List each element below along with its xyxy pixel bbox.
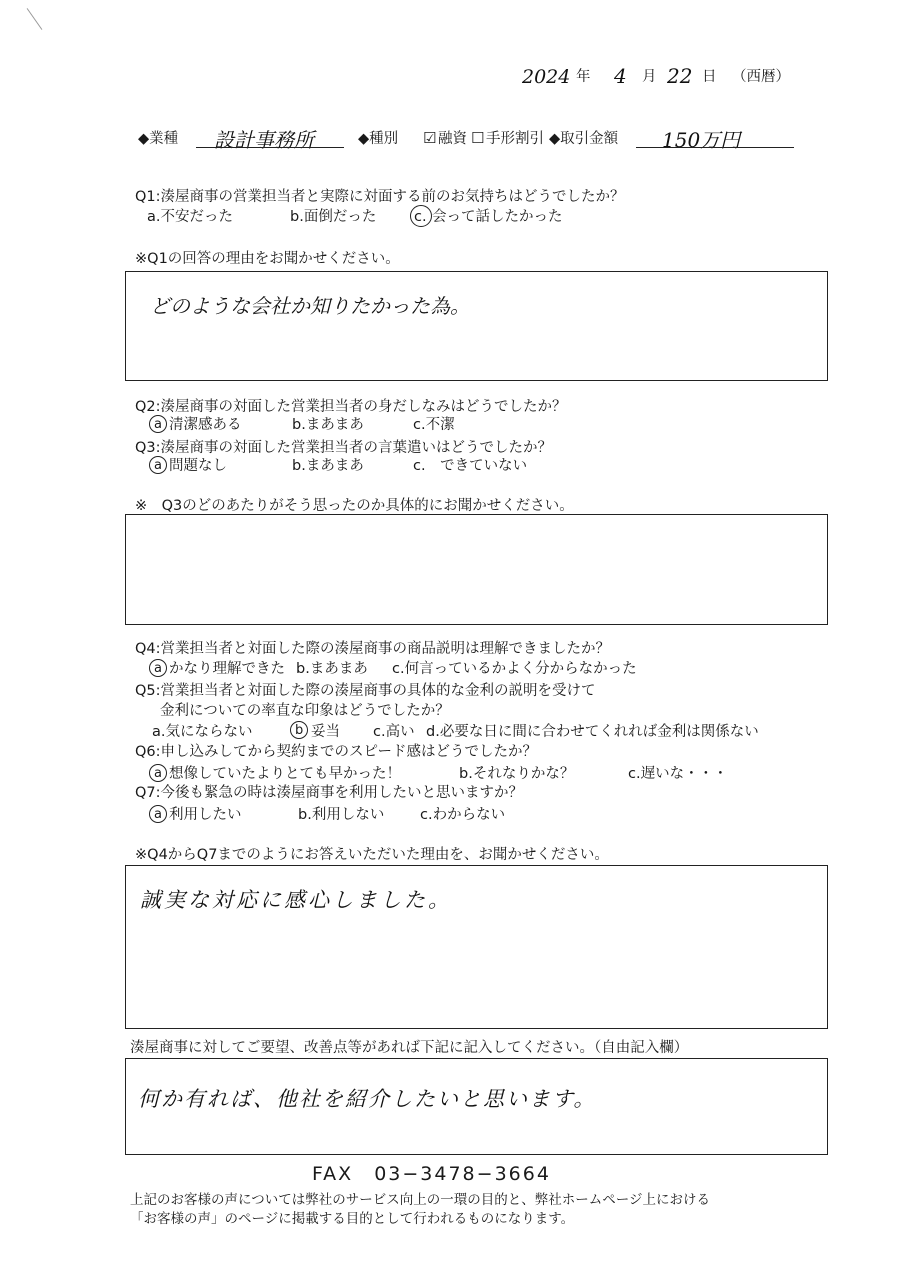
q2-option-a-mark: a [154, 417, 162, 432]
q1-reason-answer: どのような会社か知りたかった為。 [150, 294, 470, 318]
scan-corner-mark [27, 8, 43, 30]
free-entry-box [125, 1058, 828, 1155]
q5-option-d: d.必要な日に間に合わせてくれれば金利は関係ない [426, 724, 759, 740]
q1-reason-box [125, 271, 828, 381]
fax-number: FAX 03−3478−3664 [312, 1163, 551, 1185]
q3-option-a: 問題なし [169, 458, 227, 474]
era-label: （西暦） [732, 69, 790, 85]
q7-option-b: b.利用しない [298, 807, 385, 823]
q1-option-c: 会って話したかった [432, 209, 563, 225]
q2-option-c: c.不潔 [413, 417, 455, 433]
q6-option-c: c.遅いな・・・ [628, 766, 728, 782]
type-option-loan: 融資 [438, 131, 467, 147]
q4-option-a: かなり理解できた [169, 661, 285, 677]
q2-option-a: 清潔感ある [169, 417, 242, 433]
amount-label: ◆取引金額 [549, 131, 619, 147]
q5-option-a: a.気にならない [152, 724, 253, 740]
footer-note-line2: 「お客様の声」のページに掲載する目的として行われるものになります。 [130, 1211, 575, 1227]
q4-text: Q4:営業担当者と対面した際の湊屋商事の商品説明は理解できましたか？ [135, 641, 611, 657]
q2-option-b: b.まあまあ [292, 417, 364, 433]
day-handwritten: 22 [667, 64, 693, 88]
q4-option-a-mark: a [154, 661, 162, 676]
amount-underline [636, 147, 794, 148]
q2-text: Q2:湊屋商事の対面した営業担当者の身だしなみはどうでしたか？ [135, 399, 567, 415]
month-label: 月 [642, 69, 657, 85]
q3-text: Q3:湊屋商事の対面した営業担当者の言葉遣いはどうでしたか？ [135, 440, 553, 456]
q7-option-a: 利用したい [169, 807, 242, 823]
type-option-bill-discount: 手形割引 [486, 131, 544, 147]
q4-7-reason-box [125, 865, 828, 1029]
q5-text-line1: Q5:営業担当者と対面した際の湊屋商事の具体的な金利の説明を受けて [135, 683, 596, 699]
year-label: 年 [576, 69, 591, 85]
q1-reason-label: ※Q1の回答の理由をお聞かせください。 [135, 251, 400, 267]
q7-text: Q7:今後も緊急の時は湊屋商事を利用したいと思いますか？ [135, 785, 524, 801]
q1-option-c-mark: c. [414, 209, 427, 225]
year-handwritten: 2024 [522, 66, 571, 88]
free-entry-label: 湊屋商事に対してご要望、改善点等があれば下記に記入してください。（自由記入欄） [130, 1040, 689, 1056]
q3-option-a-mark: a [154, 458, 162, 473]
checkbox-checked-icon: ☑ [423, 129, 437, 147]
free-entry-answer: 何か有れば、他社を紹介したいと思います。 [138, 1087, 597, 1111]
q3-option-c: c. できていない [413, 458, 528, 474]
q1-option-a: a.不安だった [147, 209, 233, 225]
q6-option-a-mark: a [154, 766, 162, 781]
q3-reason-label: ※ Q3のどのあたりがそう思ったのか具体的にお聞かせください。 [135, 498, 574, 514]
q5-option-b-mark: b [295, 723, 304, 738]
q1-text: Q1:湊屋商事の営業担当者と実際に対面する前のお気持ちはどうでしたか？ [135, 189, 625, 205]
q1-option-b: b.面倒だった [290, 209, 377, 225]
day-label: 日 [702, 69, 717, 85]
q4-option-b: b.まあまあ [296, 661, 368, 677]
q7-option-c: c.わからない [420, 807, 506, 823]
type-label: ◆種別 [358, 131, 399, 147]
q6-option-b: b.それなりかな？ [459, 766, 575, 782]
industry-label: ◆業種 [138, 131, 179, 147]
q4-option-c: c.何言っているかよく分からなかった [392, 661, 637, 677]
amount-value: 150万円 [662, 128, 741, 152]
industry-value: 設計事務所 [214, 128, 314, 152]
q7-option-a-mark: a [154, 807, 162, 822]
q5-text-line2: 金利についての率直な印象はどうでしたか？ [160, 703, 450, 719]
q6-text: Q6:申し込みしてから契約までのスピード感はどうでしたか？ [135, 744, 537, 760]
q5-option-b: 妥当 [311, 724, 340, 740]
q4-7-reason-label: ※Q4からQ7までのようにお答えいただいた理由を、お聞かせください。 [135, 847, 609, 863]
checkbox-empty-icon: ☐ [471, 129, 485, 147]
q4-7-reason-answer: 誠実な対応に感心しました。 [140, 888, 452, 912]
q3-reason-box [125, 514, 828, 625]
q5-option-c: c.高い [373, 724, 415, 740]
footer-note-line1: 上記のお客様の声については弊社のサービス向上の一環の目的と、弊社ホームページ上における [130, 1192, 710, 1208]
q6-option-a: 想像していたよりとても早かった！ [169, 766, 401, 782]
q3-option-b: b.まあまあ [292, 458, 364, 474]
industry-underline [196, 147, 344, 148]
month-handwritten: 4 [614, 64, 627, 88]
